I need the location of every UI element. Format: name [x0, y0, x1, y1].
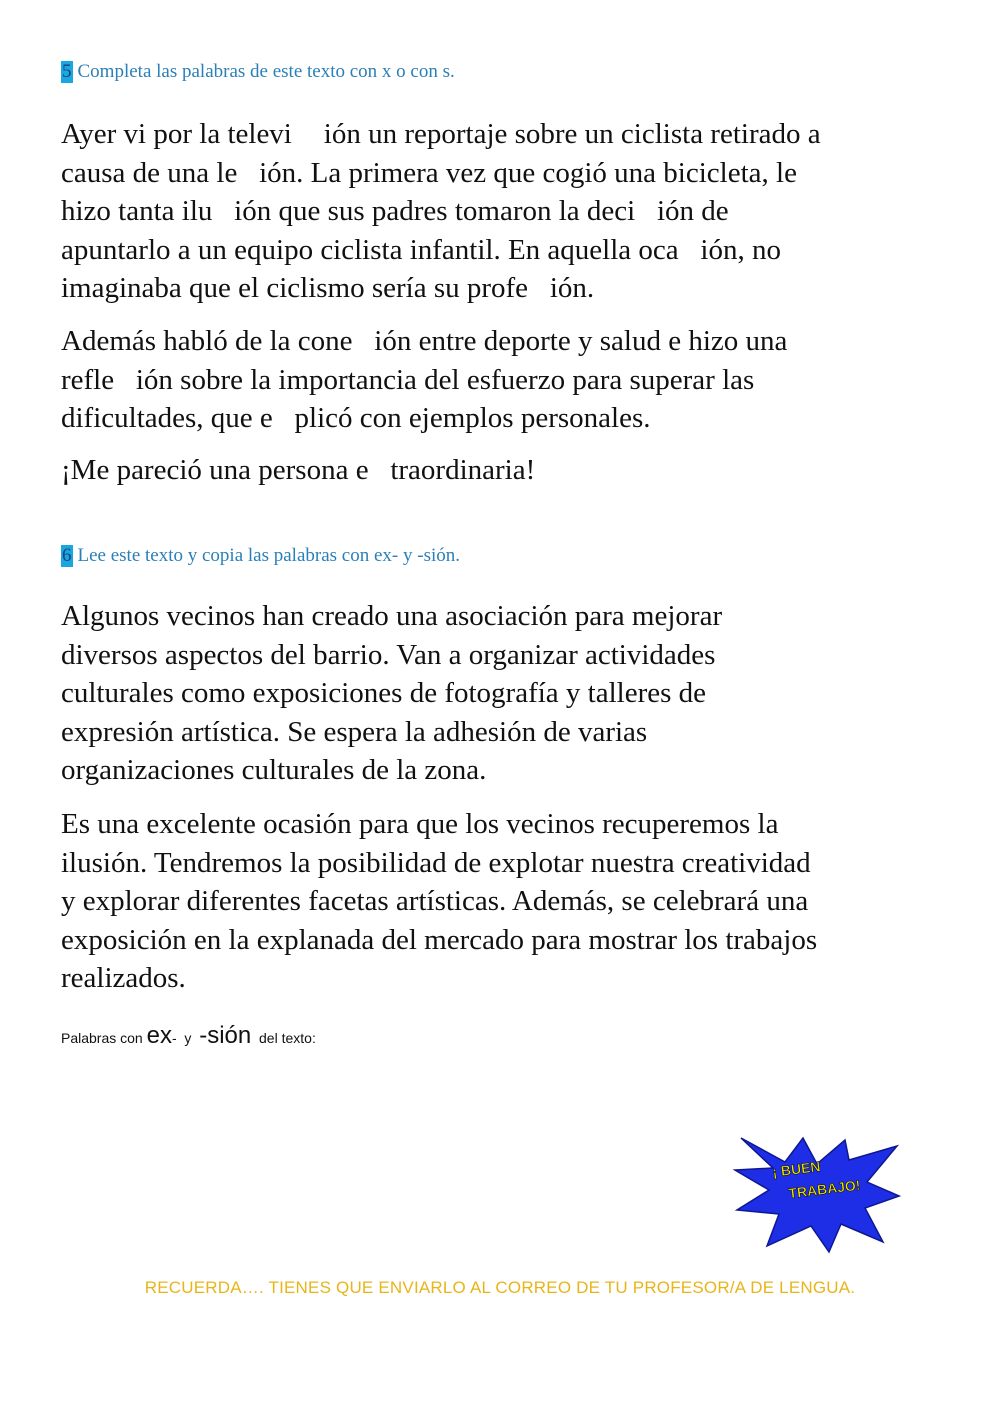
exercise-instruction: Completa las palabras de este texto con x o con s.: [77, 61, 455, 82]
exercise-instruction: Lee este texto y copia las palabras con ex- y -sión.: [77, 545, 460, 566]
buen-trabajo-badge: [733, 1130, 901, 1254]
exercise-number: 5: [62, 61, 72, 82]
text-line: organizaciones culturales de la zona.: [61, 754, 487, 787]
text-line: Ayer vi por la televi ión un reportaje sobre un ciclista retirado a: [61, 118, 821, 150]
badge-line-1: ¡ BUEN: [771, 1158, 822, 1180]
exercise-5-paragraph-1: [61, 115, 961, 308]
text-line: dificultades, que e plicó con ejemplos personales.: [61, 402, 651, 435]
text-line: refle ión sobre la importancia del esfuerzo para superar las: [61, 363, 755, 396]
text-line: apuntarlo a un equipo ciclista infantil. En aquella oca ión, no: [61, 233, 781, 266]
text-line: Es una excelente ocasión para que los vecinos recuperemos la: [61, 808, 779, 840]
text-line: Además habló de la cone ión entre deporte y salud e hizo una: [61, 325, 788, 357]
sion-suffix: -sión: [199, 1022, 252, 1049]
text-line: imaginaba que el ciclismo sería su profe ión.: [61, 272, 595, 305]
text-line: exposición en la explanada del mercado para mostrar los trabajos: [61, 923, 818, 956]
text-line: realizados.: [61, 962, 186, 995]
exercise-5-heading: [61, 61, 455, 83]
ex-prefix: ex: [146, 1022, 172, 1049]
text-line: expresión artística. Se espera la adhesión de varias: [61, 715, 648, 748]
exercise-6-paragraph-2: [61, 805, 961, 998]
text-line: hizo tanta ilu ión que sus padres tomaron la deci ión de: [61, 195, 729, 228]
exercise-5-paragraph-3: [61, 451, 961, 490]
exercise-5-paragraph-2: [61, 322, 961, 438]
exercise-6-paragraph-1: [61, 597, 961, 790]
text-line: ¡Me pareció una persona e traordinaria!: [61, 454, 536, 486]
text-line: diversos aspectos del barrio. Van a organizar actividades: [61, 638, 716, 671]
exercise-number: 6: [62, 545, 72, 566]
text-line: Algunos vecinos han creado una asociación para mejorar: [61, 600, 723, 632]
badge-line-2: TRABAJO!: [787, 1176, 862, 1202]
text-line: culturales como exposiciones de fotografía y talleres de: [61, 677, 707, 710]
answer-prompt: Palabras con ex- y -sión del texto:: [61, 1022, 316, 1049]
exercise-6-heading: [61, 545, 460, 567]
text-line: ilusión. Tendremos la posibilidad de explotar nuestra creatividad: [61, 846, 811, 879]
text-line: causa de una le ión. La primera vez que cogió una bicicleta, le: [61, 156, 797, 189]
reminder-text: RECUERDA…. TIENES QUE ENVIARLO AL CORREO DE TU PROFESOR/A DE LENGUA.: [144, 1278, 856, 1297]
text-line: y explorar diferentes facetas artísticas. Además, se celebrará una: [61, 885, 809, 918]
